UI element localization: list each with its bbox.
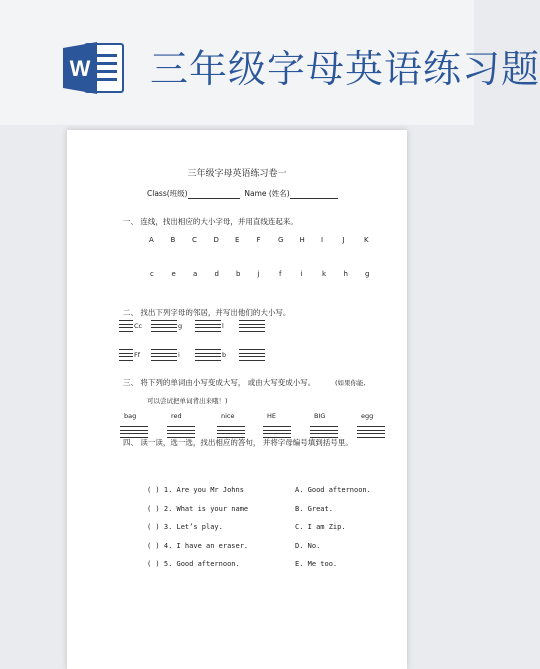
neighbor-blank-right[interactable] [239,349,265,363]
lowercase-letter[interactable]: a [193,270,198,278]
answer-option: E. Me too. [295,560,338,568]
word: nice [221,412,235,420]
answer-option: C. I am Zip. [295,523,346,531]
section-3-note-2: 可以尝试把单词背出来哦！) [147,397,228,405]
lowercase-letter[interactable]: i [300,270,303,278]
uppercase-letter[interactable]: E [235,236,240,244]
name-label: Name (姓名) [244,189,290,198]
section-4-heading: 四、 读一读，选一选，找出相应的答句， 并将字母编号填到括号里。 [123,438,353,447]
word: BIG [314,412,326,420]
uppercase-letter[interactable]: K [364,236,369,244]
uppercase-letter[interactable]: A [149,236,154,244]
word-answer-lines[interactable] [357,426,385,440]
section-2-heading: 二、 找出下列字母的邻居，并写出他们的大小写。 [123,308,291,317]
neighbor-blank-right[interactable] [239,320,265,334]
question[interactable]: ( ) 4. I have an eraser. [147,541,249,550]
word: red [171,412,182,420]
uppercase-letter[interactable]: J [342,236,345,244]
section-1-heading: 一、 连线，找出相应的大小字母，并用直线连起来。 [123,217,298,226]
answer-option: A. Good afternoon. [295,486,371,494]
uppercase-letter[interactable]: B [170,236,176,244]
lowercase-letter[interactable]: c [150,270,154,278]
lowercase-letter[interactable]: j [257,270,260,278]
banner-title: 三年级字母英语练习题 [150,47,540,91]
word: bag [124,412,137,420]
worksheet-title: 三年级字母英语练习卷一 [187,169,287,179]
class-label: Class(班级) [147,189,188,198]
neighbor-letter: Ff [134,351,141,359]
uppercase-letter[interactable]: D [213,236,219,244]
neighbor-letter: b [222,351,227,359]
neighbor-letter: i [178,351,180,359]
banner [0,0,540,125]
section-3-heading: 三、 将下列的单词由小写变成大写， 或由大写变成小写。 [123,378,316,387]
lowercase-letter[interactable]: g [365,270,370,278]
question[interactable]: ( ) 1. Are you Mr Johns [147,486,244,494]
question[interactable]: ( ) 5. Good afternoon. [147,560,240,568]
word: egg [361,412,374,420]
question[interactable]: ( ) 3. Let’s play. [147,523,223,531]
neighbor-letter: g [178,322,183,330]
word: HE [267,412,276,420]
uppercase-letter[interactable]: F [256,236,261,244]
lowercase-letter[interactable]: f [279,270,282,278]
word-icon [63,40,125,96]
neighbor-blank-left[interactable] [207,349,221,363]
document-page [67,130,407,669]
question[interactable]: ( ) 2. What is your name [147,504,249,513]
neighbor-letter: l [222,322,224,330]
neighbor-blank-left[interactable] [207,320,221,334]
lowercase-letter[interactable]: h [343,270,348,278]
neighbor-blank-left[interactable] [119,320,133,334]
lowercase-letter[interactable]: e [171,270,176,278]
class-name-line [147,188,338,199]
svg-text:W: W [69,56,91,81]
section-3-note-1: (如果你能, [335,379,366,387]
uppercase-letter[interactable]: G [278,236,284,244]
neighbor-blank-left[interactable] [119,349,133,363]
neighbor-blank-left[interactable] [163,349,177,363]
lowercase-letter[interactable]: b [236,270,241,278]
uppercase-letter[interactable]: C [192,236,197,244]
answer-option: D. No. [295,541,321,550]
lowercase-letter[interactable]: d [214,270,219,278]
neighbor-letter: Cc [134,322,143,330]
name-blank[interactable] [290,190,338,199]
uppercase-letter[interactable]: H [299,236,305,244]
answer-option: B. Great. [295,504,333,513]
uppercase-letter[interactable]: I [321,236,324,244]
neighbor-blank-left[interactable] [163,320,177,334]
class-blank[interactable] [188,190,240,199]
lowercase-letter[interactable]: k [322,270,327,278]
